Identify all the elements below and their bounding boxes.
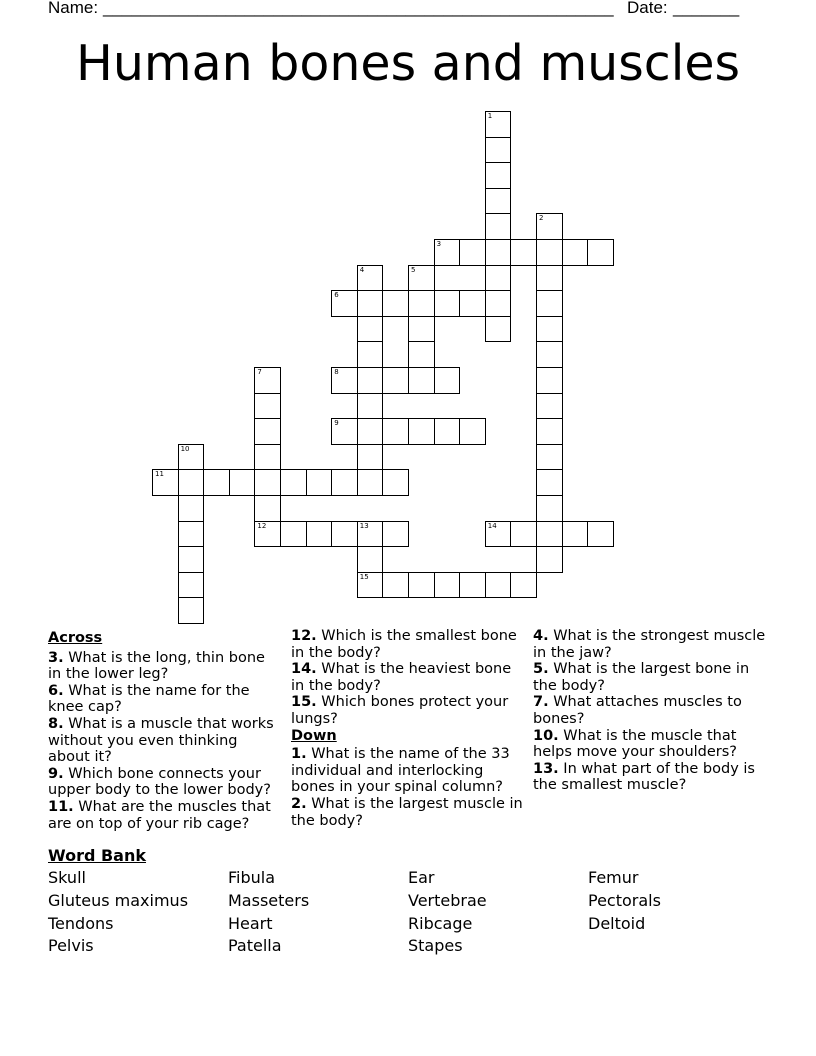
crossword-cell[interactable] bbox=[357, 367, 384, 394]
clue-text: What is a muscle that works without you even thinking about it? bbox=[48, 715, 274, 766]
crossword-cell[interactable] bbox=[382, 418, 409, 445]
clue-text: Which bones protect your lungs? bbox=[291, 694, 509, 727]
crossword-cell[interactable] bbox=[408, 316, 435, 343]
clue-number-label: 3. bbox=[48, 649, 64, 666]
word-bank-word: Ribcage bbox=[408, 913, 473, 933]
clue-number-label: 7. bbox=[533, 694, 549, 711]
clue-text: Which is the smallest bone in the body? bbox=[291, 628, 517, 661]
clue-number: 8 bbox=[334, 368, 339, 376]
name-label: Name: bbox=[48, 0, 99, 17]
across-clue bbox=[48, 683, 280, 716]
crossword-cell[interactable] bbox=[178, 469, 205, 496]
word-bank-heading: Word Bank bbox=[48, 846, 147, 865]
across-clue bbox=[291, 661, 523, 694]
crossword-cell[interactable] bbox=[562, 239, 589, 266]
crossword-cell[interactable] bbox=[331, 521, 358, 548]
crossword-cell[interactable] bbox=[459, 290, 486, 317]
down-clue bbox=[533, 694, 769, 727]
word-bank-word: Femur bbox=[588, 868, 639, 887]
word-bank-word: Vertebrae bbox=[408, 890, 487, 910]
crossword-cell[interactable] bbox=[331, 469, 358, 496]
clue-number-label: 14. bbox=[291, 661, 317, 678]
clue-number: 4 bbox=[359, 265, 365, 274]
down-clue bbox=[533, 728, 769, 761]
word-bank-word: Gluteus maximus bbox=[48, 890, 189, 910]
clue-text: What is the largest bone in the body? bbox=[533, 661, 750, 694]
crossword-cell[interactable] bbox=[459, 418, 486, 445]
clue-number: 6 bbox=[334, 291, 339, 300]
clue-number: 2 bbox=[539, 214, 544, 223]
clue-number: 13 bbox=[359, 521, 369, 530]
crossword-cell[interactable] bbox=[254, 418, 281, 445]
crossword-cell[interactable] bbox=[254, 521, 281, 548]
crossword-cell[interactable] bbox=[382, 469, 409, 496]
down-clue bbox=[533, 661, 769, 694]
crossword-cell[interactable] bbox=[229, 469, 256, 496]
crossword-cell[interactable] bbox=[536, 239, 563, 266]
across-clue bbox=[48, 650, 280, 683]
crossword-cell[interactable] bbox=[408, 341, 435, 368]
crossword-cell[interactable] bbox=[382, 521, 409, 548]
clue-number: 15 bbox=[359, 572, 369, 581]
clue-number-label: 6. bbox=[48, 682, 64, 699]
crossword-cell[interactable] bbox=[536, 393, 563, 420]
clue-text: What is the muscle that helps move your shoulders? bbox=[533, 727, 737, 761]
crossword-cell[interactable] bbox=[485, 265, 512, 292]
crossword-cell[interactable] bbox=[357, 546, 384, 573]
crossword-cell[interactable] bbox=[280, 469, 307, 496]
clue-number: 1 bbox=[487, 112, 493, 120]
crossword-cell[interactable] bbox=[536, 290, 563, 317]
crossword-cell[interactable] bbox=[485, 290, 512, 317]
down-heading: Down bbox=[291, 727, 337, 744]
crossword-cell[interactable] bbox=[408, 572, 435, 599]
clue-number: 10 bbox=[180, 444, 190, 453]
date-label: Date: bbox=[627, 0, 668, 17]
crossword-cell[interactable] bbox=[357, 265, 384, 292]
crossword-cell[interactable] bbox=[178, 495, 205, 522]
crossword-cell[interactable] bbox=[536, 316, 563, 343]
clue-text: What attaches muscles to bones? bbox=[533, 694, 742, 727]
across-clue bbox=[48, 716, 280, 766]
down-clue bbox=[291, 796, 523, 829]
crossword-cell[interactable] bbox=[382, 572, 409, 599]
across-clue bbox=[291, 628, 523, 661]
clue-number: 14 bbox=[487, 521, 497, 530]
word-bank-word: Skull bbox=[48, 868, 86, 887]
word-bank-word: Deltoid bbox=[588, 913, 646, 933]
crossword-cell[interactable] bbox=[408, 418, 435, 445]
crossword-cell[interactable] bbox=[485, 137, 512, 164]
clue-text: In what part of the body is the smallest muscle? bbox=[533, 760, 755, 794]
crossword-cell[interactable] bbox=[357, 393, 384, 420]
crossword-cell[interactable] bbox=[536, 341, 563, 368]
crossword-cell[interactable] bbox=[510, 239, 537, 266]
crossword-cell[interactable] bbox=[357, 444, 384, 471]
page-title: Human bones and muscles bbox=[76, 35, 740, 92]
clue-number-label: 15. bbox=[291, 694, 317, 711]
crossword-cell[interactable] bbox=[536, 521, 563, 548]
clue-number-label: 12. bbox=[291, 628, 317, 644]
crossword-cell[interactable] bbox=[254, 495, 281, 522]
crossword-cell[interactable] bbox=[485, 521, 512, 548]
crossword-cell[interactable] bbox=[382, 367, 409, 394]
clue-number-label: 11. bbox=[48, 798, 74, 815]
crossword-cell[interactable] bbox=[587, 239, 614, 266]
crossword-cell[interactable] bbox=[331, 290, 358, 317]
crossword-cell[interactable] bbox=[485, 213, 512, 240]
clue-number: 11 bbox=[155, 470, 164, 479]
clue-text: What is the largest muscle in the body? bbox=[291, 795, 523, 829]
across-clue bbox=[48, 799, 280, 832]
clue-number-label: 4. bbox=[533, 628, 549, 644]
crossword-cell[interactable] bbox=[357, 521, 384, 548]
crossword-cell[interactable] bbox=[254, 367, 281, 394]
crossword-cell[interactable] bbox=[306, 521, 333, 548]
crossword-cell[interactable] bbox=[357, 290, 384, 317]
clue-text: What is the heaviest bone in the body? bbox=[291, 661, 512, 694]
clue-text: Which bone connects your upper body to the lower body? bbox=[48, 765, 271, 799]
clue-number-label: 2. bbox=[291, 795, 307, 812]
crossword-cell[interactable] bbox=[382, 290, 409, 317]
word-bank-word: Fibula bbox=[228, 868, 276, 887]
crossword-cell[interactable] bbox=[178, 597, 205, 624]
crossword-cell[interactable] bbox=[203, 469, 230, 496]
across-clue bbox=[291, 694, 523, 727]
down-clue bbox=[533, 761, 769, 794]
crossword-cell[interactable] bbox=[434, 418, 461, 445]
word-bank-word: Pelvis bbox=[48, 936, 94, 956]
date-blank-line[interactable]: _______ bbox=[673, 0, 740, 17]
clue-number-label: 9. bbox=[48, 765, 64, 782]
crossword-cell[interactable] bbox=[459, 239, 486, 266]
crossword-cell[interactable] bbox=[536, 265, 563, 292]
crossword-cell[interactable] bbox=[357, 418, 384, 445]
clue-number-label: 13. bbox=[533, 760, 559, 777]
word-bank-word: Stapes bbox=[408, 936, 463, 956]
crossword-cell[interactable] bbox=[536, 495, 563, 522]
word-bank-word: Tendons bbox=[48, 913, 114, 933]
across-heading: Across bbox=[48, 630, 103, 646]
crossword-cell[interactable] bbox=[562, 521, 589, 548]
clue-number: 3 bbox=[436, 240, 442, 248]
crossword-cell[interactable] bbox=[178, 521, 205, 548]
clues-column-1 bbox=[48, 628, 280, 832]
crossword-cell[interactable] bbox=[408, 367, 435, 394]
crossword-cell[interactable] bbox=[485, 239, 512, 266]
crossword-cell[interactable] bbox=[331, 418, 358, 445]
crossword-cell[interactable] bbox=[357, 341, 384, 368]
clue-number: 9 bbox=[334, 419, 339, 428]
crossword-cell[interactable] bbox=[510, 572, 537, 599]
crossword-cell[interactable] bbox=[434, 367, 461, 394]
clue-text: What are the muscles that are on top of your rib cage? bbox=[48, 798, 271, 832]
crossword-cell[interactable] bbox=[357, 572, 384, 599]
clue-number: 7 bbox=[257, 368, 262, 376]
crossword-cell[interactable] bbox=[536, 418, 563, 445]
crossword-cell[interactable] bbox=[536, 367, 563, 394]
crossword-cell[interactable] bbox=[357, 469, 384, 496]
clue-text: What is the name of the 33 individual and interlocking bones in your spinal column? bbox=[291, 746, 510, 796]
clue-text: What is the long, thin bone in the lower leg? bbox=[48, 649, 265, 683]
crossword-cell[interactable] bbox=[536, 213, 563, 240]
name-blank-line[interactable]: ______________________________________________________ bbox=[103, 0, 614, 17]
crossword-cell[interactable] bbox=[459, 572, 486, 599]
clues-column-2 bbox=[291, 628, 523, 829]
crossword-cell[interactable] bbox=[434, 572, 461, 599]
clues-column-3 bbox=[533, 628, 769, 794]
crossword-cell[interactable] bbox=[254, 469, 281, 496]
crossword-cell[interactable] bbox=[280, 521, 307, 548]
clue-number-label: 8. bbox=[48, 715, 64, 732]
crossword-cell[interactable] bbox=[536, 546, 563, 573]
crossword-cell[interactable] bbox=[178, 546, 205, 573]
down-clue bbox=[533, 628, 769, 661]
word-bank-word: Ear bbox=[408, 868, 435, 887]
word-bank-word: Pectorals bbox=[588, 890, 661, 910]
crossword-cell[interactable] bbox=[536, 469, 563, 496]
crossword-cell[interactable] bbox=[306, 469, 333, 496]
crossword-cell[interactable] bbox=[587, 521, 614, 548]
clue-number-label: 10. bbox=[533, 727, 559, 744]
crossword-cell[interactable] bbox=[254, 444, 281, 471]
crossword-cell[interactable] bbox=[536, 444, 563, 471]
word-bank-word: Patella bbox=[228, 936, 282, 956]
crossword-cell[interactable] bbox=[254, 393, 281, 420]
word-bank-word: Heart bbox=[228, 913, 273, 933]
crossword-cell[interactable] bbox=[178, 572, 205, 599]
across-clue bbox=[48, 766, 280, 799]
crossword-cell[interactable] bbox=[331, 367, 358, 394]
crossword-cell[interactable] bbox=[178, 444, 205, 471]
crossword-cell[interactable] bbox=[485, 111, 512, 138]
clue-text: What is the name for the knee cap? bbox=[48, 682, 250, 716]
crossword-cell[interactable] bbox=[152, 469, 179, 496]
clue-number-label: 5. bbox=[533, 661, 549, 678]
down-clue bbox=[291, 746, 523, 796]
word-bank-word: Masseters bbox=[228, 890, 310, 910]
crossword-cell[interactable] bbox=[485, 162, 512, 189]
clue-number: 5 bbox=[411, 265, 416, 274]
crossword-cell[interactable] bbox=[485, 188, 512, 215]
crossword-cell[interactable] bbox=[357, 316, 384, 343]
crossword-cell[interactable] bbox=[485, 316, 512, 343]
clue-text: What is the strongest muscle in the jaw? bbox=[533, 628, 766, 661]
crossword-cell[interactable] bbox=[485, 572, 512, 599]
crossword-cell[interactable] bbox=[408, 290, 435, 317]
clue-number: 12 bbox=[257, 521, 267, 530]
crossword-cell[interactable] bbox=[434, 290, 461, 317]
crossword-cell[interactable] bbox=[408, 265, 435, 292]
clue-number-label: 1. bbox=[291, 746, 307, 763]
crossword-cell[interactable] bbox=[510, 521, 537, 548]
crossword-cell[interactable] bbox=[434, 239, 461, 266]
